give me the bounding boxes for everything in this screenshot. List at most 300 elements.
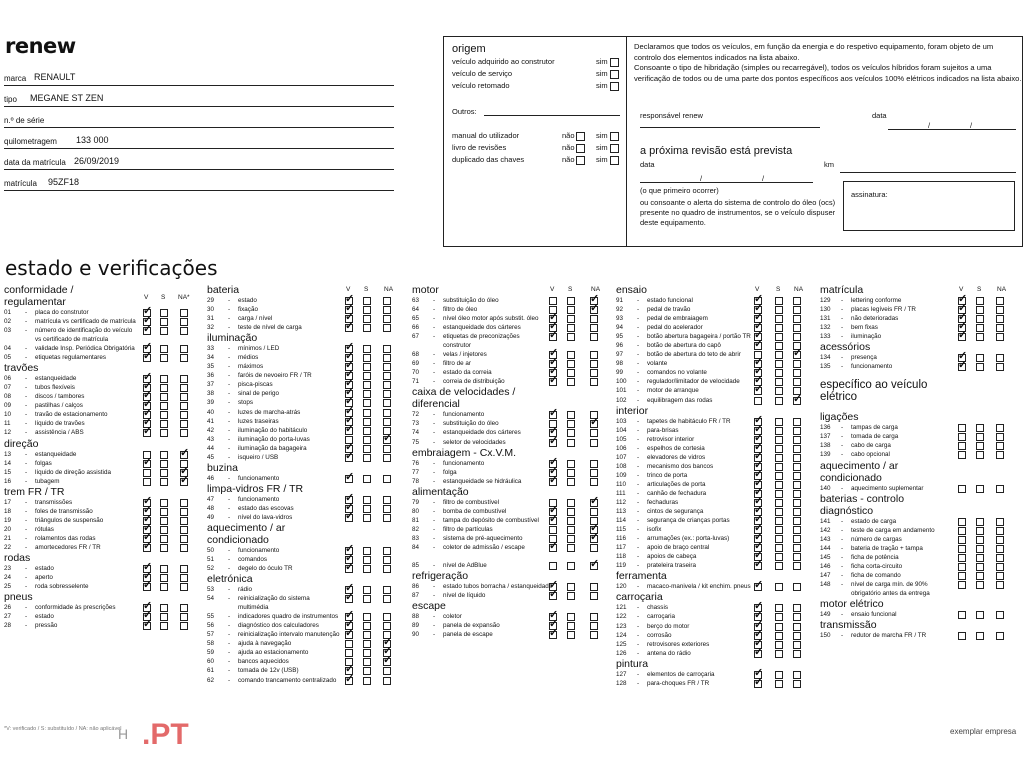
checkbox-v[interactable] (958, 581, 966, 589)
checkbox-s[interactable] (160, 565, 168, 573)
checkbox-s[interactable] (976, 554, 984, 562)
checkbox-na[interactable] (383, 454, 391, 462)
checkbox-na[interactable] (996, 363, 1004, 371)
checkbox-s[interactable] (160, 460, 168, 468)
checkbox-na[interactable] (180, 411, 188, 419)
checkbox-s[interactable] (976, 333, 984, 341)
checkbox-s[interactable] (363, 556, 371, 564)
checkbox-s[interactable] (160, 345, 168, 353)
checkbox-v[interactable] (143, 478, 151, 486)
checkbox-na[interactable] (180, 402, 188, 410)
checkbox-na[interactable] (793, 315, 801, 323)
checkbox-s[interactable] (363, 381, 371, 389)
checkbox-na[interactable] (793, 641, 801, 649)
checkbox-s[interactable] (160, 508, 168, 516)
checkbox-na[interactable] (793, 445, 801, 453)
checkbox-na[interactable] (180, 375, 188, 383)
checkbox-na[interactable] (996, 632, 1004, 640)
checkbox-s[interactable] (160, 375, 168, 383)
checkbox-na[interactable] (793, 418, 801, 426)
checkbox-na[interactable] (793, 535, 801, 543)
checkbox-s[interactable] (567, 562, 575, 570)
checkbox-s[interactable] (363, 631, 371, 639)
checkbox-s[interactable] (363, 454, 371, 462)
checkbox-s[interactable] (976, 433, 984, 441)
checkbox-s[interactable] (160, 499, 168, 507)
checkbox-na[interactable] (793, 517, 801, 525)
checkbox-na[interactable] (180, 318, 188, 326)
checkbox-s[interactable] (775, 378, 783, 386)
checkbox-v[interactable] (143, 622, 151, 630)
checkbox-s[interactable] (775, 397, 783, 405)
checkbox-s[interactable] (775, 324, 783, 332)
checkbox-v[interactable] (958, 485, 966, 493)
checkbox-v[interactable] (958, 424, 966, 432)
checkbox-s[interactable] (363, 372, 371, 380)
checkbox-v[interactable] (143, 544, 151, 552)
checkbox-s[interactable] (775, 562, 783, 570)
checkbox-na[interactable] (180, 583, 188, 591)
checkbox-na[interactable] (180, 420, 188, 428)
checkbox-s[interactable] (567, 583, 575, 591)
checkbox-s[interactable] (160, 384, 168, 392)
checkbox-na[interactable] (383, 297, 391, 305)
checkbox-s[interactable] (976, 611, 984, 619)
checkbox-s[interactable] (775, 680, 783, 688)
origem-checkbox[interactable] (610, 70, 619, 79)
checkbox-v[interactable] (143, 327, 151, 335)
checkbox-s[interactable] (363, 514, 371, 522)
checkbox-na[interactable] (793, 650, 801, 658)
checkbox-v[interactable] (143, 460, 151, 468)
checkbox-v[interactable] (754, 342, 762, 350)
checkbox-s[interactable] (567, 460, 575, 468)
checkbox-na[interactable] (383, 565, 391, 573)
checkbox-na[interactable] (793, 526, 801, 534)
checkbox-v[interactable] (549, 439, 557, 447)
checkbox-s[interactable] (160, 517, 168, 525)
checkbox-na[interactable] (383, 436, 391, 444)
checkbox-s[interactable] (976, 424, 984, 432)
checkbox-na[interactable] (383, 381, 391, 389)
checkbox-na[interactable] (383, 315, 391, 323)
checkbox-v[interactable] (754, 583, 762, 591)
checkbox-na[interactable] (383, 667, 391, 675)
checkbox-na[interactable] (793, 454, 801, 462)
checkbox-na[interactable] (590, 360, 598, 368)
checkbox-na[interactable] (180, 499, 188, 507)
checkbox-na[interactable] (590, 369, 598, 377)
checkbox-s[interactable] (976, 545, 984, 553)
checkbox-s[interactable] (567, 360, 575, 368)
checkbox-s[interactable] (567, 439, 575, 447)
checkbox-v[interactable] (958, 333, 966, 341)
checkbox-s[interactable] (160, 318, 168, 326)
checkbox-v[interactable] (958, 536, 966, 544)
checkbox-na[interactable] (383, 505, 391, 513)
checkbox-s[interactable] (775, 445, 783, 453)
checkbox-na[interactable] (996, 563, 1004, 571)
checkbox-v[interactable] (345, 640, 353, 648)
doc-checkbox[interactable] (610, 156, 619, 165)
checkbox-v[interactable] (958, 563, 966, 571)
checkbox-s[interactable] (567, 297, 575, 305)
checkbox-na[interactable] (383, 496, 391, 504)
checkbox-s[interactable] (567, 508, 575, 516)
checkbox-v[interactable] (345, 514, 353, 522)
checkbox-s[interactable] (363, 399, 371, 407)
checkbox-na[interactable] (793, 499, 801, 507)
checkbox-na[interactable] (180, 478, 188, 486)
checkbox-v[interactable] (958, 518, 966, 526)
checkbox-s[interactable] (775, 553, 783, 561)
checkbox-na[interactable] (180, 517, 188, 525)
checkbox-s[interactable] (976, 354, 984, 362)
checkbox-s[interactable] (775, 351, 783, 359)
origem-checkbox[interactable] (610, 82, 619, 91)
checkbox-v[interactable] (345, 631, 353, 639)
checkbox-na[interactable] (793, 562, 801, 570)
checkbox-s[interactable] (775, 490, 783, 498)
checkbox-v[interactable] (549, 378, 557, 386)
checkbox-s[interactable] (363, 315, 371, 323)
origem-checkbox[interactable] (610, 58, 619, 67)
checkbox-s[interactable] (363, 496, 371, 504)
checkbox-v[interactable] (143, 354, 151, 362)
checkbox-v[interactable] (143, 429, 151, 437)
checkbox-s[interactable] (160, 526, 168, 534)
checkbox-na[interactable] (996, 306, 1004, 314)
checkbox-s[interactable] (775, 632, 783, 640)
checkbox-s[interactable] (363, 475, 371, 483)
checkbox-na[interactable] (383, 372, 391, 380)
checkbox-na[interactable] (383, 677, 391, 685)
checkbox-v[interactable] (958, 527, 966, 535)
checkbox-na[interactable] (383, 586, 391, 594)
checkbox-na[interactable] (590, 429, 598, 437)
checkbox-na[interactable] (996, 324, 1004, 332)
checkbox-s[interactable] (567, 478, 575, 486)
checkbox-s[interactable] (567, 469, 575, 477)
checkbox-s[interactable] (775, 517, 783, 525)
checkbox-v[interactable] (345, 427, 353, 435)
checkbox-v[interactable] (549, 562, 557, 570)
checkbox-s[interactable] (363, 345, 371, 353)
checkbox-na[interactable] (793, 604, 801, 612)
checkbox-na[interactable] (793, 324, 801, 332)
checkbox-s[interactable] (160, 604, 168, 612)
checkbox-s[interactable] (775, 671, 783, 679)
checkbox-s[interactable] (363, 409, 371, 417)
checkbox-na[interactable] (793, 508, 801, 516)
checkbox-s[interactable] (775, 604, 783, 612)
checkbox-s[interactable] (567, 622, 575, 630)
checkbox-s[interactable] (976, 485, 984, 493)
checkbox-s[interactable] (775, 427, 783, 435)
checkbox-s[interactable] (976, 527, 984, 535)
checkbox-s[interactable] (775, 526, 783, 534)
checkbox-na[interactable] (383, 399, 391, 407)
checkbox-na[interactable] (590, 315, 598, 323)
checkbox-s[interactable] (775, 481, 783, 489)
checkbox-s[interactable] (976, 324, 984, 332)
checkbox-v[interactable] (345, 595, 353, 603)
checkbox-s[interactable] (363, 324, 371, 332)
checkbox-s[interactable] (775, 613, 783, 621)
checkbox-s[interactable] (976, 536, 984, 544)
checkbox-na[interactable] (180, 354, 188, 362)
checkbox-na[interactable] (383, 556, 391, 564)
checkbox-s[interactable] (160, 420, 168, 428)
checkbox-na[interactable] (996, 315, 1004, 323)
checkbox-na[interactable] (590, 583, 598, 591)
checkbox-na[interactable] (996, 527, 1004, 535)
checkbox-na[interactable] (793, 427, 801, 435)
checkbox-v[interactable] (549, 333, 557, 341)
checkbox-v[interactable] (958, 572, 966, 580)
checkbox-s[interactable] (567, 631, 575, 639)
checkbox-s[interactable] (775, 535, 783, 543)
checkbox-v[interactable] (345, 565, 353, 573)
checkbox-na[interactable] (793, 583, 801, 591)
checkbox-na[interactable] (590, 351, 598, 359)
checkbox-na[interactable] (180, 393, 188, 401)
checkbox-s[interactable] (160, 478, 168, 486)
checkbox-s[interactable] (567, 499, 575, 507)
checkbox-na[interactable] (996, 297, 1004, 305)
checkbox-v[interactable] (958, 554, 966, 562)
checkbox-v[interactable] (958, 442, 966, 450)
checkbox-s[interactable] (976, 315, 984, 323)
checkbox-v[interactable] (345, 475, 353, 483)
checkbox-v[interactable] (549, 544, 557, 552)
checkbox-s[interactable] (363, 427, 371, 435)
checkbox-s[interactable] (976, 563, 984, 571)
checkbox-na[interactable] (590, 592, 598, 600)
checkbox-s[interactable] (363, 297, 371, 305)
checkbox-s[interactable] (363, 390, 371, 398)
checkbox-na[interactable] (180, 327, 188, 335)
checkbox-s[interactable] (160, 469, 168, 477)
checkbox-s[interactable] (567, 544, 575, 552)
checkbox-na[interactable] (383, 390, 391, 398)
checkbox-s[interactable] (775, 508, 783, 516)
checkbox-na[interactable] (793, 632, 801, 640)
doc-checkbox[interactable] (576, 132, 585, 141)
checkbox-s[interactable] (567, 369, 575, 377)
checkbox-s[interactable] (160, 393, 168, 401)
checkbox-na[interactable] (793, 481, 801, 489)
checkbox-s[interactable] (363, 505, 371, 513)
checkbox-v[interactable] (345, 454, 353, 462)
checkbox-na[interactable] (793, 369, 801, 377)
checkbox-na[interactable] (793, 623, 801, 631)
checkbox-s[interactable] (363, 677, 371, 685)
checkbox-s[interactable] (160, 411, 168, 419)
checkbox-na[interactable] (996, 442, 1004, 450)
checkbox-v[interactable] (549, 478, 557, 486)
checkbox-na[interactable] (793, 553, 801, 561)
checkbox-na[interactable] (180, 613, 188, 621)
doc-checkbox[interactable] (576, 156, 585, 165)
checkbox-na[interactable] (180, 429, 188, 437)
checkbox-s[interactable] (775, 623, 783, 631)
checkbox-s[interactable] (160, 535, 168, 543)
checkbox-na[interactable] (996, 354, 1004, 362)
checkbox-na[interactable] (793, 333, 801, 341)
checkbox-s[interactable] (160, 354, 168, 362)
checkbox-s[interactable] (363, 547, 371, 555)
checkbox-v[interactable] (754, 562, 762, 570)
checkbox-s[interactable] (567, 517, 575, 525)
checkbox-v[interactable] (754, 650, 762, 658)
checkbox-s[interactable] (363, 565, 371, 573)
checkbox-s[interactable] (775, 463, 783, 471)
checkbox-na[interactable] (383, 622, 391, 630)
checkbox-na[interactable] (383, 613, 391, 621)
checkbox-s[interactable] (567, 378, 575, 386)
checkbox-na[interactable] (996, 581, 1004, 589)
checkbox-s[interactable] (976, 297, 984, 305)
checkbox-s[interactable] (160, 309, 168, 317)
checkbox-s[interactable] (363, 436, 371, 444)
checkbox-na[interactable] (590, 622, 598, 630)
checkbox-na[interactable] (590, 378, 598, 386)
checkbox-na[interactable] (793, 297, 801, 305)
checkbox-s[interactable] (363, 667, 371, 675)
doc-checkbox[interactable] (610, 144, 619, 153)
checkbox-v[interactable] (345, 677, 353, 685)
checkbox-v[interactable] (754, 680, 762, 688)
checkbox-na[interactable] (996, 518, 1004, 526)
checkbox-na[interactable] (180, 451, 188, 459)
checkbox-s[interactable] (567, 411, 575, 419)
checkbox-na[interactable] (793, 436, 801, 444)
checkbox-s[interactable] (363, 363, 371, 371)
checkbox-s[interactable] (775, 360, 783, 368)
checkbox-s[interactable] (567, 592, 575, 600)
checkbox-v[interactable] (754, 397, 762, 405)
checkbox-s[interactable] (976, 363, 984, 371)
checkbox-na[interactable] (793, 472, 801, 480)
checkbox-na[interactable] (383, 595, 391, 603)
checkbox-s[interactable] (567, 526, 575, 534)
checkbox-v[interactable] (958, 611, 966, 619)
checkbox-s[interactable] (567, 333, 575, 341)
checkbox-s[interactable] (976, 442, 984, 450)
checkbox-na[interactable] (590, 420, 598, 428)
checkbox-na[interactable] (383, 363, 391, 371)
checkbox-s[interactable] (160, 574, 168, 582)
checkbox-na[interactable] (590, 460, 598, 468)
checkbox-s[interactable] (775, 583, 783, 591)
checkbox-s[interactable] (775, 436, 783, 444)
checkbox-s[interactable] (160, 327, 168, 335)
checkbox-s[interactable] (160, 544, 168, 552)
assinatura-box[interactable] (843, 181, 1015, 231)
checkbox-na[interactable] (180, 535, 188, 543)
checkbox-v[interactable] (958, 433, 966, 441)
checkbox-na[interactable] (180, 544, 188, 552)
checkbox-s[interactable] (775, 418, 783, 426)
checkbox-na[interactable] (590, 333, 598, 341)
checkbox-na[interactable] (590, 562, 598, 570)
checkbox-na[interactable] (793, 397, 801, 405)
checkbox-s[interactable] (775, 641, 783, 649)
checkbox-s[interactable] (775, 387, 783, 395)
checkbox-s[interactable] (160, 622, 168, 630)
checkbox-s[interactable] (775, 333, 783, 341)
checkbox-na[interactable] (180, 565, 188, 573)
checkbox-na[interactable] (996, 545, 1004, 553)
checkbox-s[interactable] (160, 613, 168, 621)
checkbox-s[interactable] (160, 402, 168, 410)
checkbox-na[interactable] (793, 613, 801, 621)
checkbox-s[interactable] (567, 535, 575, 543)
checkbox-s[interactable] (976, 518, 984, 526)
checkbox-na[interactable] (180, 384, 188, 392)
checkbox-s[interactable] (775, 499, 783, 507)
checkbox-s[interactable] (976, 451, 984, 459)
checkbox-s[interactable] (363, 595, 371, 603)
checkbox-na[interactable] (590, 306, 598, 314)
checkbox-s[interactable] (976, 572, 984, 580)
checkbox-na[interactable] (793, 463, 801, 471)
checkbox-v[interactable] (345, 324, 353, 332)
checkbox-na[interactable] (383, 658, 391, 666)
checkbox-s[interactable] (567, 315, 575, 323)
checkbox-s[interactable] (567, 420, 575, 428)
checkbox-v[interactable] (549, 411, 557, 419)
checkbox-na[interactable] (793, 351, 801, 359)
checkbox-s[interactable] (363, 306, 371, 314)
checkbox-na[interactable] (180, 574, 188, 582)
checkbox-na[interactable] (383, 324, 391, 332)
checkbox-s[interactable] (775, 544, 783, 552)
checkbox-na[interactable] (590, 324, 598, 332)
checkbox-s[interactable] (976, 632, 984, 640)
checkbox-v[interactable] (549, 526, 557, 534)
checkbox-s[interactable] (567, 429, 575, 437)
checkbox-s[interactable] (775, 650, 783, 658)
checkbox-na[interactable] (383, 345, 391, 353)
checkbox-na[interactable] (590, 544, 598, 552)
checkbox-na[interactable] (996, 433, 1004, 441)
checkbox-v[interactable] (549, 297, 557, 305)
checkbox-v[interactable] (345, 649, 353, 657)
checkbox-s[interactable] (775, 315, 783, 323)
checkbox-na[interactable] (590, 439, 598, 447)
checkbox-s[interactable] (160, 451, 168, 459)
checkbox-na[interactable] (383, 547, 391, 555)
checkbox-na[interactable] (383, 445, 391, 453)
checkbox-na[interactable] (180, 345, 188, 353)
checkbox-na[interactable] (793, 680, 801, 688)
checkbox-v[interactable] (549, 517, 557, 525)
checkbox-s[interactable] (567, 351, 575, 359)
checkbox-v[interactable] (754, 387, 762, 395)
checkbox-s[interactable] (160, 429, 168, 437)
checkbox-s[interactable] (775, 472, 783, 480)
doc-checkbox[interactable] (610, 132, 619, 141)
checkbox-s[interactable] (363, 354, 371, 362)
checkbox-s[interactable] (567, 324, 575, 332)
checkbox-v[interactable] (958, 545, 966, 553)
checkbox-na[interactable] (590, 631, 598, 639)
checkbox-v[interactable] (143, 583, 151, 591)
checkbox-na[interactable] (180, 604, 188, 612)
checkbox-s[interactable] (775, 342, 783, 350)
